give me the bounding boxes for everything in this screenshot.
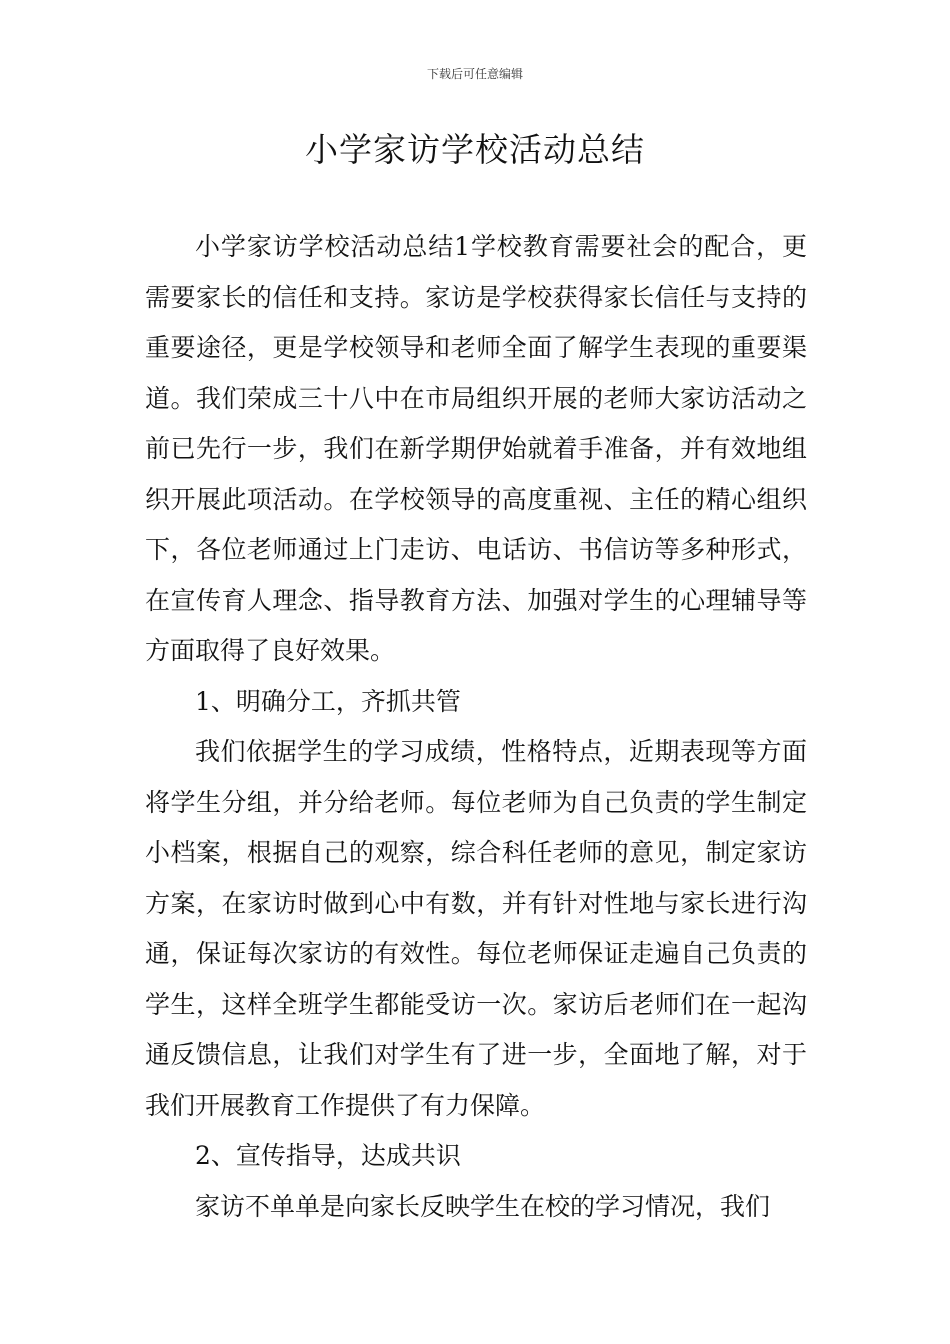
section-heading-1: 1、明确分工，齐抓共管 <box>195 686 461 716</box>
body-paragraph-section-2: 家访不单单是向家长反映学生在校的学习情况，我们 <box>195 1191 771 1221</box>
document-body <box>145 222 807 1232</box>
page-header-note: 下载后可任意编辑 <box>426 67 523 81</box>
document-title: 小学家访学校活动总结 <box>305 130 645 169</box>
body-paragraph-section-1: 我们依据学生的学习成绩，性格特点，近期表现等方面将学生分组，并分给老师。每位老师为自己负责的学生制定小档案，根据自己的观察，综合科任老师的意见，制定家访方案，在家访时做到心中有数，并有针对性地与家长进行沟通，保证每次家访的有效性。每位老师保证走遍自己负责的学生，这样全班学生都能受访一次。家访后老师们在一起沟通反馈信息，让我们对学生有了进一步，全面地了解，对于我们开展教育工作提供了有力保障。 <box>145 737 807 1120</box>
body-paragraph-intro: 小学家访学校活动总结1学校教育需要社会的配合，更需要家长的信任和支持。家访是学校获得家长信任与支持的重要途径，更是学校领导和老师全面了解学生表现的重要渠道。我们荣成三十八中在市局组织开展的老师大家访活动之前已先行一步，我们在新学期伊始就着手准备，并有效地组织开展此项活动。在学校领导的高度重视、主任的精心组织下，各位老师通过上门走访、电话访、书信访等多种形式，在宣传育人理念、指导教育方法、加强对学生的心理辅导等方面取得了良好效果。 <box>145 232 807 665</box>
section-heading-2: 2、宣传指导，达成共识 <box>195 1141 461 1170</box>
